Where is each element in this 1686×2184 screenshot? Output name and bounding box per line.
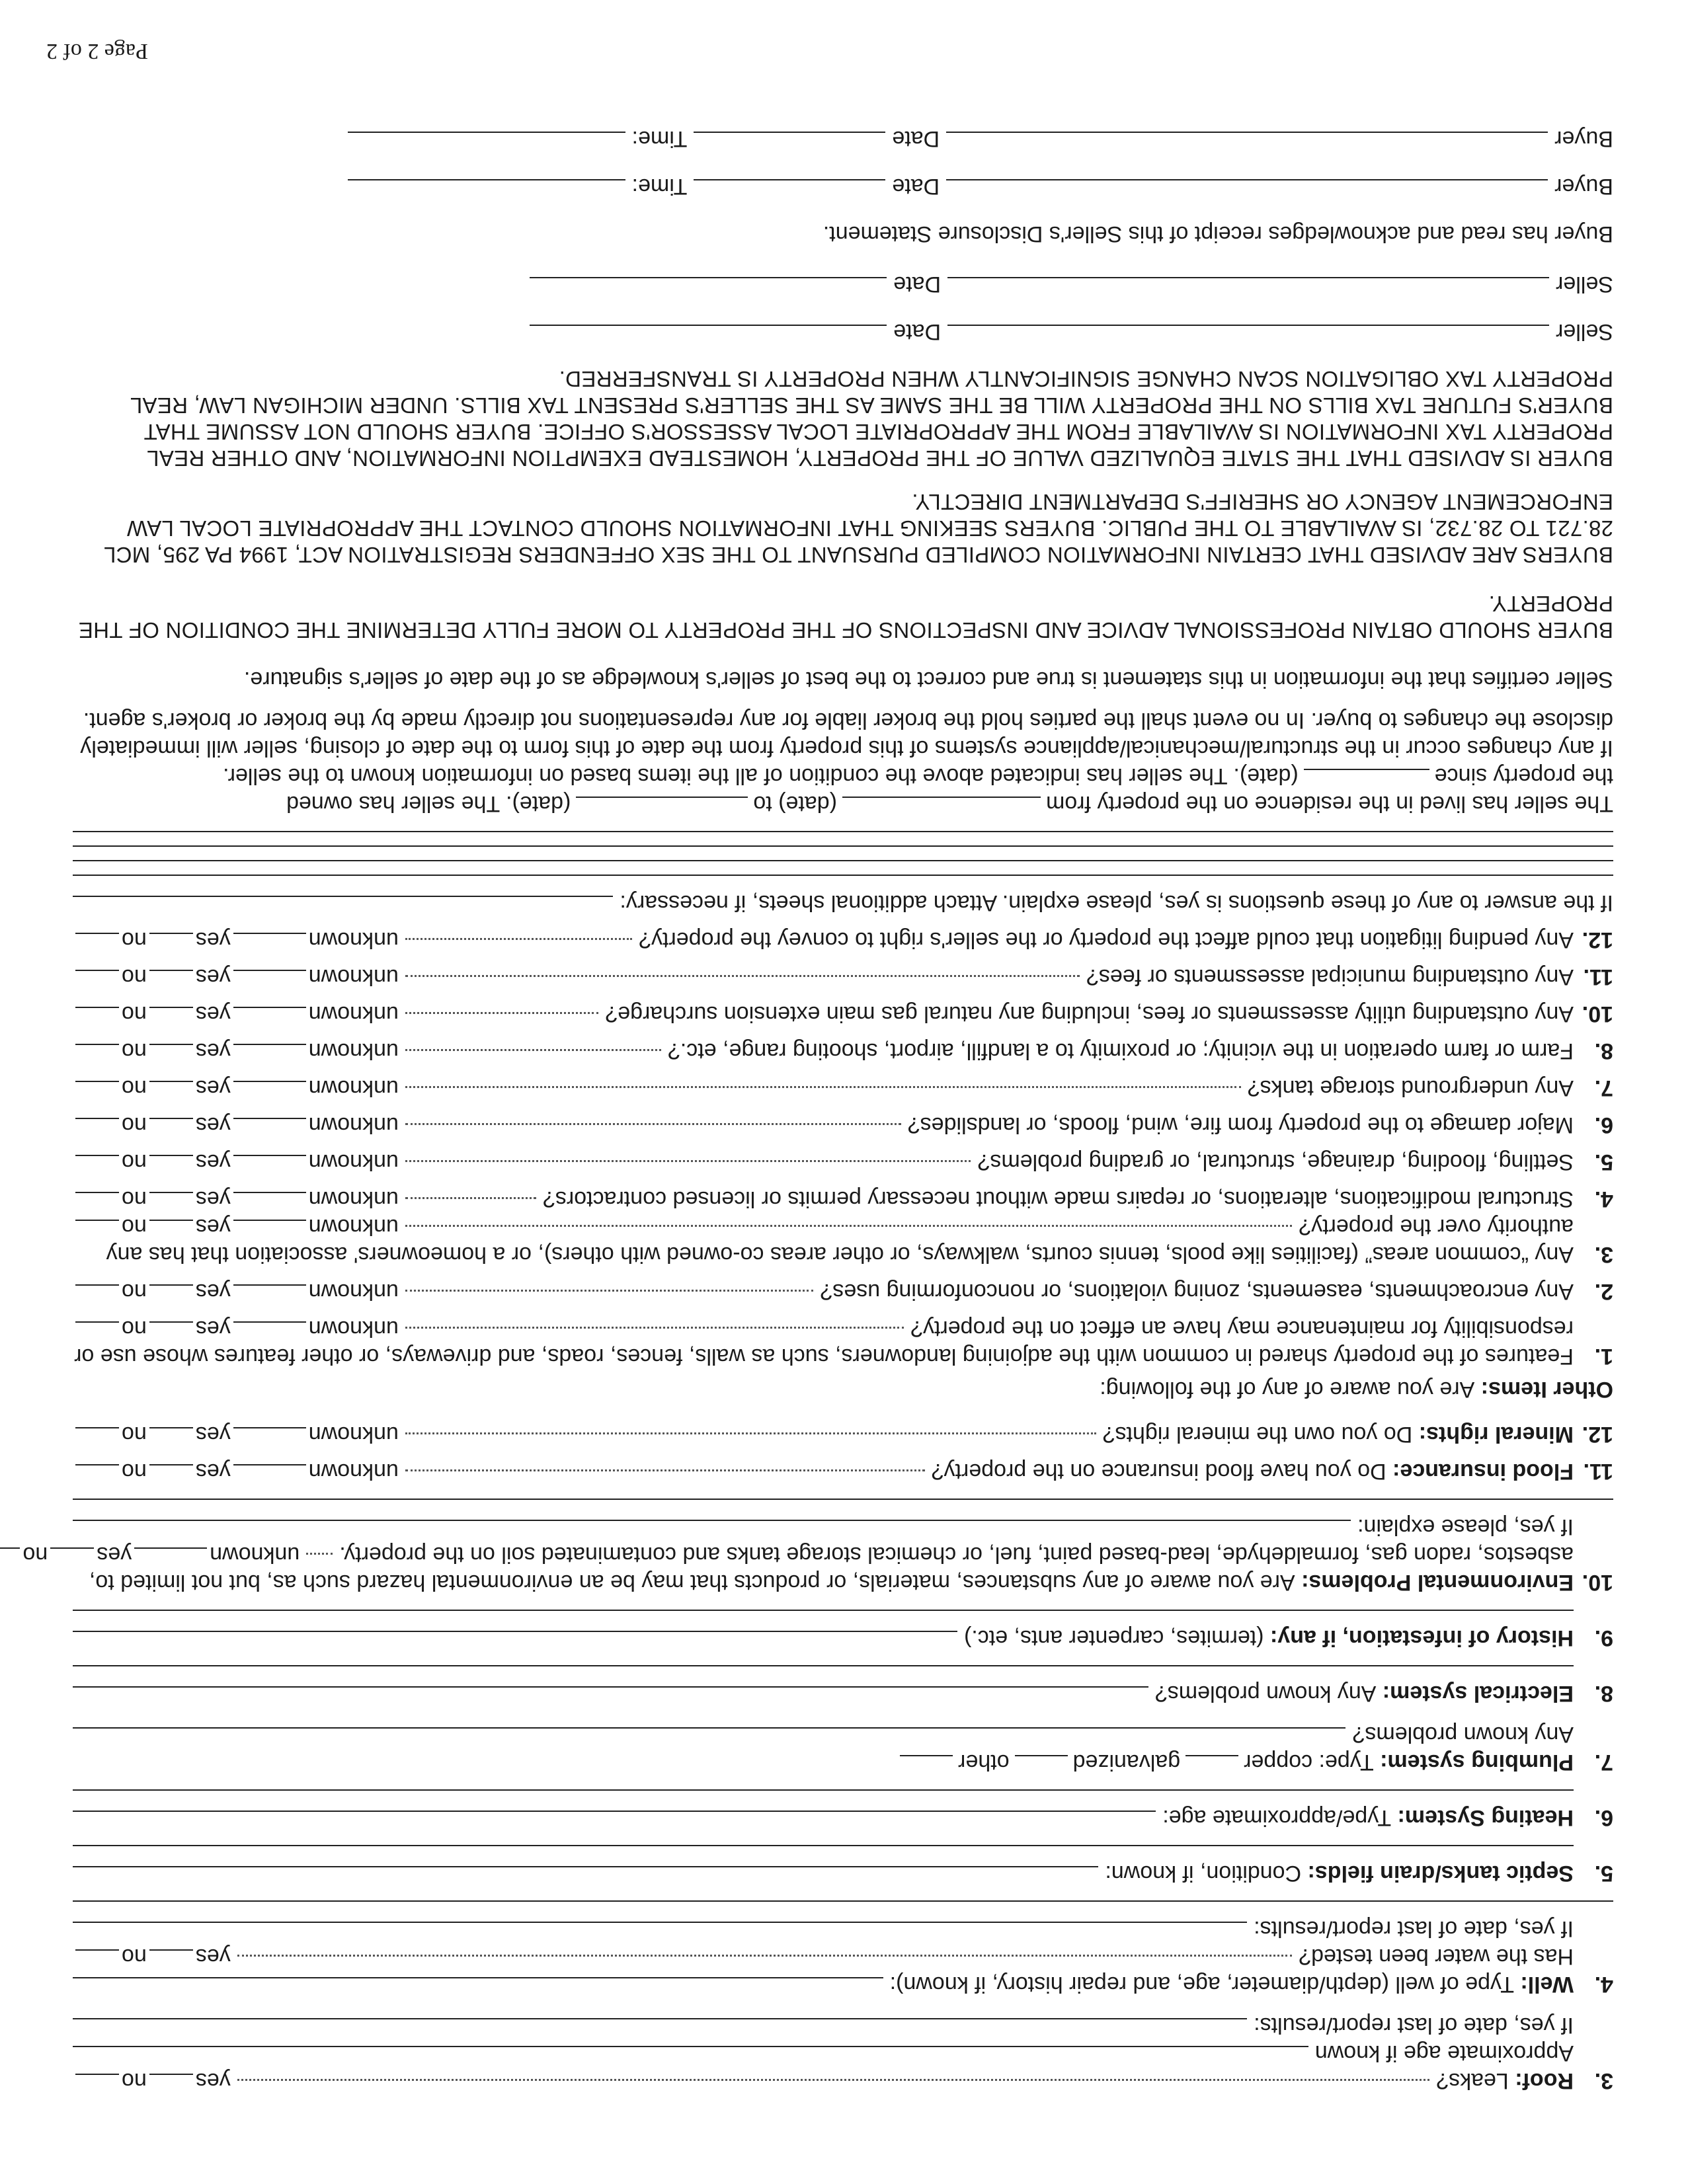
seller-signature-row-1 [73, 318, 1613, 346]
buyer-label: Buyer [1554, 126, 1613, 151]
other-item-7: 7. Any underground storage tanks? unknown yes no [73, 1074, 1613, 1102]
page-number: Page 2 of 2 [46, 39, 148, 63]
plumbing-problems-label: Any known problems? [1352, 1722, 1574, 1747]
seller-date-input[interactable] [530, 325, 887, 346]
septic-section: 5. Septic tanks/drain fields: Condition, if known: [73, 1845, 1613, 1887]
buyer-label: Buyer [1554, 174, 1613, 199]
other-item-7-choice[interactable]: unknown yes no [73, 1074, 399, 1102]
other-item-11-choice[interactable]: unknown yes no [73, 963, 399, 991]
environmental-choice[interactable]: unknown yes no [0, 1541, 300, 1569]
infestation-note: (termites, carpenter ants, etc.) [964, 1625, 1264, 1651]
other-item-1-cont: responsibility for maintenance may have an effect on the property? unknown yes no [73, 1315, 1613, 1343]
heating-section: 6. Heating System: Type/approximate age: [73, 1789, 1613, 1832]
mineral-choice[interactable]: unknown yes no [73, 1421, 399, 1448]
well-type-label: Type of well (depth/diameter, age, and repair history, if known): [889, 1972, 1514, 1997]
environmental-explain-input[interactable] [73, 1520, 1351, 1541]
roof-age-label: Approximate age if known [1314, 2041, 1574, 2066]
residence-line-3: If any changes occur in the structural/mechanical/appliance systems of this property from the date of this form to the date of closing, seller will immediately [80, 736, 1613, 761]
date-label: Date [892, 126, 940, 151]
other-item-6-choice[interactable]: unknown yes no [73, 1111, 399, 1139]
seller-signature-input[interactable] [947, 277, 1549, 298]
other-item-12: 12. Any pending litigation that could affect the property or the seller's right to convey the property? unknown yes no [73, 926, 1613, 954]
other-item-6: 6. Major damage to the property from fire, wind, floods, or landslides? unknown yes no [73, 1111, 1613, 1139]
roof-leaks-label: Leaks? [1436, 2068, 1509, 2093]
water-tested-label: Has the water been tested? [1299, 1944, 1574, 1969]
infestation-title: History of infestation, if any: [1269, 1625, 1574, 1651]
mineral-question: Do you own the mineral rights? [1102, 1422, 1413, 1447]
seller-signature-input[interactable] [947, 325, 1549, 346]
water-tested-choice[interactable]: yes no [73, 1943, 231, 1970]
other-item-1-choice[interactable]: unknown yes no [73, 1315, 399, 1343]
other-item-4-choice[interactable]: unknown yes no [73, 1185, 399, 1213]
well-report-label: If yes, date of last report/results: [1254, 1916, 1574, 1941]
buyer-signature-row-2 [73, 125, 1613, 153]
infestation-input[interactable] [73, 1631, 957, 1652]
buyer-signature-input[interactable] [946, 132, 1548, 153]
plumbing-copper-label: Type: copper [1244, 1750, 1374, 1775]
date-label: Date [893, 272, 942, 297]
flood-section: 11. Flood insurance: Do you have flood insurance on the property? unknown yes no [73, 1458, 1613, 1485]
buyer-time-input[interactable] [348, 179, 625, 200]
plumbing-problems-input[interactable] [73, 1727, 1345, 1748]
residence-line-2: the property since (date). The seller has indicated above the condition of all the items based on information known to the seller. [223, 763, 1613, 789]
heating-title: Heating System: [1397, 1805, 1574, 1830]
residence-line-4: disclose the changes to buyer. In no event shall the parties hold the broker liable for any representations not directly made by the broker or broker's agent. [83, 708, 1613, 733]
other-items-heading: Other Items: Are you aware of any of the following: [1100, 1377, 1613, 1402]
roof-leaks-choice[interactable]: yes no [73, 2067, 231, 2095]
other-item-1: 1. Features of the property shared in common with the adjoining landowners, such as walls, fences, roads, and driveways, or other features whose use or [74, 1344, 1613, 1369]
electrical-problems-input[interactable] [73, 1686, 1148, 1707]
well-report-input[interactable] [73, 1922, 1247, 1943]
other-item-2: 2. Any encroachments, easements, zoning violations, or nonconforming uses? unknown yes no [73, 1278, 1613, 1306]
flood-question: Do you have flood insurance on the property? [931, 1459, 1386, 1484]
other-item-8-choice[interactable]: unknown yes no [73, 1037, 399, 1065]
environmental-explain-label: If yes, please explain: [1357, 1514, 1574, 1540]
plumbing-title: Plumbing system: [1380, 1750, 1574, 1775]
buyer-signature-row-1 [73, 173, 1613, 200]
electrical-section: 8. Electrical system: Any known problems? [73, 1665, 1613, 1707]
other-item-5-choice[interactable]: unknown yes no [73, 1148, 399, 1176]
roof-section [73, 2011, 1613, 2095]
copper-blank[interactable] [1185, 1755, 1238, 1776]
environmental-title: Environmental Problems: [1301, 1570, 1574, 1595]
mineral-section: 12. Mineral rights: Do you own the mineral rights? unknown yes no [73, 1421, 1613, 1448]
flood-choice[interactable]: unknown yes no [73, 1458, 399, 1485]
other-blank[interactable] [900, 1755, 953, 1776]
residence-line-1: The seller has lived in the residence on the property from (date) to (date). The seller has owned [286, 791, 1613, 816]
seller-label: Seller [1556, 272, 1613, 297]
time-label: Time: [631, 126, 688, 151]
buyer-date-input[interactable] [694, 179, 885, 200]
explain-row [73, 889, 1613, 917]
seller-signature-row-2 [73, 270, 1613, 298]
other-item-3: 3. Any “common areas” (facilities like pools, tennis courts, walkways, or other areas co-owned with others), or a homeowners' association that has any [106, 1242, 1613, 1267]
roof-age-input[interactable] [73, 2046, 1308, 2067]
lived-from-date[interactable] [842, 797, 1041, 818]
explain-label: If the answer to any of these questions is yes, please explain. Attach additional sheets, if necessary: [620, 890, 1613, 916]
galvanized-label: galvanized [1072, 1750, 1181, 1775]
date-label: Date [893, 319, 942, 344]
sex-offender-notice: BUYERS ARE ADVISED THAT CERTAIN INFORMATION COMPILED PURSUANT TO THE SEX OFFENDERS REGISTRATION ACT, 1994 PA 295, MCL 28.721 TO 28.732, IS AVAILABLE TO THE PUBLIC. BUYERS SEEKING THAT INFORMATION SHOULD CONTACT THE APPROPRIATE LOCAL LAW ENFORCEMENT AGENCY OR SHERIFF'S DEPARTMENT DIRECTLY. [103, 490, 1613, 567]
septic-condition-input[interactable] [73, 1866, 1098, 1887]
other-item-4: 4. Structural modifications, alterations, or repairs made without necessary permits or licensed contractors? unknown yes no [73, 1185, 1613, 1213]
plumbing-section: 7. Plumbing system: Type: copper galvanized other Any known problems? [73, 1721, 1613, 1776]
other-item-3-choice[interactable]: unknown yes no [73, 1213, 399, 1241]
item-number: 3. [1594, 2068, 1613, 2093]
buyer-date-input[interactable] [694, 132, 885, 153]
form-body [22, 125, 1613, 2095]
infestation-section: 9. History of infestation, if any: (termites, carpenter ants, etc.) [73, 1610, 1613, 1652]
well-title: Well: [1520, 1972, 1574, 1997]
other-item-3-cont: authority over the property? unknown yes no [73, 1213, 1613, 1241]
environmental-section: 10. Environmental Problems: Are you aware of any substances, materials, or products that may be an environmental hazard such as, but not limited to, asbestos, radon gas, formaldehyde, lead-based paint, fuel, or chemical storage tanks and contaminated soil on the property. unknown yes no If yes, please explain: [73, 1499, 1613, 1596]
roof-report-input[interactable] [73, 2018, 1247, 2039]
heating-type-input[interactable] [73, 1811, 1156, 1832]
flood-title: Flood insurance: [1392, 1459, 1574, 1484]
other-item-5: 5. Settling, flooding, drainage, structural, or grading problems? unknown yes no [73, 1148, 1613, 1176]
electrical-title: Electrical system: [1382, 1681, 1574, 1706]
tax-notice: BUYER IS ADVISED THAT THE STATE EQUALIZED VALUE OF THE PROPERTY, HOMESTEAD EXEMPTION INFORMATION, AND OTHER REAL PROPERTY TAX INFORMATION IS AVAILABLE FROM THE APPROPRIATE LOCAL ASSESSOR'S OFFICE. BUYER SHOULD NOT ASSUME THAT BUYER'S FUTURE TAX BILLS ON THE PROPERTY WILL BE THE SAME AS THE SELLER'S PRESENT TAX BILLS. UNDER MICHIGAN LAW, REAL PROPERTY TAX OBLIGATION SCAN CHANGE SIGNIFICANTLY WHEN PROPERTY IS TRANSFERRED. [130, 367, 1613, 471]
seller-date-input[interactable] [530, 277, 887, 298]
buyer-signature-input[interactable] [946, 179, 1548, 200]
other-item-11: 11. Any outstanding municipal assessments or fees? unknown yes no [73, 963, 1613, 991]
date-label: Date [892, 174, 940, 199]
buyer-time-input[interactable] [348, 132, 625, 153]
owned-since-date[interactable] [1304, 769, 1429, 790]
roof-report-label: If yes, date of last report/results: [1254, 2013, 1574, 2038]
lived-to-date[interactable] [576, 797, 748, 818]
other-item-10-choice[interactable]: unknown yes no [73, 1000, 399, 1028]
well-section: 4. Well: Type of well (depth/diameter, age, and repair history, if known): Has the water been tested? yes no If yes, date of last report/results: [73, 1900, 1613, 1998]
mineral-title: Mineral rights: [1418, 1422, 1574, 1447]
roof-title: Roof: [1515, 2068, 1574, 2093]
environmental-question: Are you aware of any substances, materials, or products that may be an environmental hazard such as, but not limited to, [89, 1570, 1295, 1595]
other-label: other [958, 1750, 1010, 1775]
other-item-10: 10. Any outstanding utility assessments or fees, including any natural gas main extension surcharge? unknown yes no [73, 1000, 1613, 1028]
explain-input[interactable] [73, 896, 613, 917]
buyer-acknowledgement: Buyer has read and acknowledges receipt of this Seller's Disclosure Statement. [823, 221, 1613, 247]
electrical-problems-label: Any known problems? [1154, 1681, 1377, 1706]
seller-label: Seller [1556, 319, 1613, 344]
certification-text: Seller certifies that the information in this statement is true and correct to the best of seller's knowledge as of the date of seller's signature. [243, 667, 1613, 692]
septic-title: Septic tanks/drain fields: [1307, 1861, 1574, 1886]
other-item-12-choice[interactable]: unknown yes no [73, 926, 399, 954]
explain-line[interactable] [73, 875, 1613, 876]
environmental-question-cont: asbestos, radon gas, formaldehyde, lead-based paint, fuel, or chemical storage tanks and contaminated soil on the property. [339, 1542, 1574, 1567]
other-item-2-choice[interactable]: unknown yes no [73, 1278, 399, 1306]
inspection-notice: BUYER SHOULD OBTAIN PROFESSIONAL ADVICE AND INSPECTIONS OF THE PROPERTY TO MORE FULLY DETERMINE THE CONDITION OF THE PROPERTY. [78, 592, 1613, 643]
heating-type-label: Type/approximate age: [1162, 1805, 1392, 1830]
time-label: Time: [631, 174, 688, 199]
septic-condition-label: Condition, if known: [1105, 1861, 1302, 1886]
galvanized-blank[interactable] [1015, 1755, 1068, 1776]
well-type-input[interactable] [73, 1977, 883, 1998]
other-item-8: 8. Farm or farm operation in the vicinity; or proximity to a landfill, airport, shooting range, etc.? unknown yes no [73, 1037, 1613, 1065]
